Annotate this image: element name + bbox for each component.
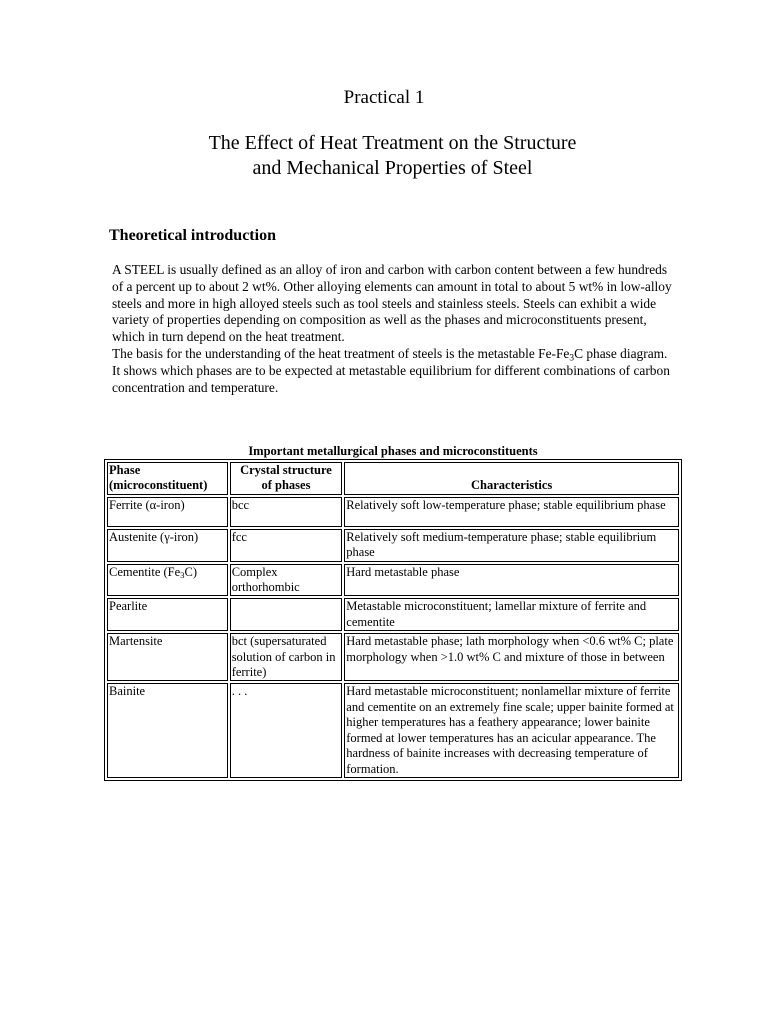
header-crystal — [230, 462, 343, 495]
cell-crystal: fcc — [230, 529, 343, 562]
table-row — [107, 497, 679, 527]
cell-characteristics: Relatively soft low-temperature phase; stable equilibrium phase — [344, 497, 679, 527]
cell-characteristics: Hard metastable phase — [344, 564, 679, 597]
table-caption: Important metallurgical phases and microconstituents — [248, 444, 538, 458]
header-characteristics: Characteristics — [344, 462, 679, 495]
title-line-1: The Effect of Heat Treatment on the Structure — [208, 132, 577, 154]
cell-phase: Austenite (γ-iron) — [107, 529, 228, 562]
phases-table — [104, 459, 682, 781]
cell-characteristics: Relatively soft medium-temperature phase; stable equilibrium phase — [344, 529, 679, 562]
table-row — [107, 633, 679, 681]
section-heading: Theoretical introduction — [109, 227, 276, 244]
header-phase-line2: (microconstituent) — [109, 478, 208, 493]
subscript-3: 3 — [180, 569, 185, 580]
header-phase — [107, 462, 228, 495]
page-title — [150, 131, 635, 181]
cell-phase-text-end: C) — [184, 564, 198, 579]
intro-paragraph-3: It shows which phases are to be expected at metastable equilibrium for different combinations of carbon concentration and temperature. — [112, 362, 670, 395]
table-row — [107, 683, 679, 777]
intro-text — [112, 262, 677, 396]
cell-crystal: Complex orthorhombic — [230, 564, 343, 597]
cell-phase: Martensite — [107, 633, 228, 681]
cell-phase: Ferrite (α-iron) — [107, 497, 228, 527]
cell-phase: Bainite — [107, 683, 228, 777]
cell-crystal: bct (supersaturated solution of carbon in ferrite) — [230, 633, 343, 681]
cell-characteristics: Hard metastable phase; lath morphology when <0.6 wt% C; plate morphology when >1.0 wt% C and mixture of those in between — [344, 633, 679, 681]
cell-phase: Pearlite — [107, 598, 228, 631]
title-line-2: and Mechanical Properties of Steel — [252, 157, 533, 179]
cell-phase-text: Cementite (Fe — [109, 564, 181, 579]
cell-phase — [107, 564, 228, 597]
intro-paragraph-2-end: C phase diagram. — [574, 345, 668, 361]
cell-crystal — [230, 598, 343, 631]
intro-paragraph-2 — [112, 346, 677, 363]
table-row — [107, 598, 679, 631]
practical-label: Practical 1 — [343, 87, 425, 108]
header-crystal-line1: Crystal structure — [240, 463, 332, 477]
cell-characteristics: Hard metastable microconstituent; nonlamellar mixture of ferrite and cementite on an extremely fine scale; upper bainite formed at higher temperatures has a feathery appearance; lower bainite formed at lower temperatures has an acicular appearance. The hardness of bainite increases with decreasing temperature of formation. — [344, 683, 679, 777]
table-header-row — [107, 462, 679, 495]
table-row — [107, 564, 679, 597]
intro-paragraph-1: A STEEL is usually defined as an alloy of iron and carbon with carbon content between a few hundreds of a percent up to about 2 wt%. Other alloying elements can amount in total to about 5 wt% in low-alloy steels and more in high alloyed steels such as tool steels and stainless steels. Steels can exhibit a wide variety of properties depending on composition as well as the phases and microconstituents present, which in turn depend on the heat treatment. — [112, 262, 672, 345]
intro-paragraph-2-text: The basis for the understanding of the heat treatment of steels is the metastable Fe-Fe — [112, 345, 570, 361]
cell-crystal: . . . — [230, 683, 343, 777]
cell-crystal: bcc — [230, 497, 343, 527]
table-row — [107, 529, 679, 562]
header-phase-line1: Phase — [109, 463, 141, 477]
cell-characteristics: Metastable microconstituent; lamellar mixture of ferrite and cementite — [344, 598, 679, 631]
header-crystal-line2: of phases — [261, 478, 311, 493]
subscript-3: 3 — [569, 353, 575, 364]
